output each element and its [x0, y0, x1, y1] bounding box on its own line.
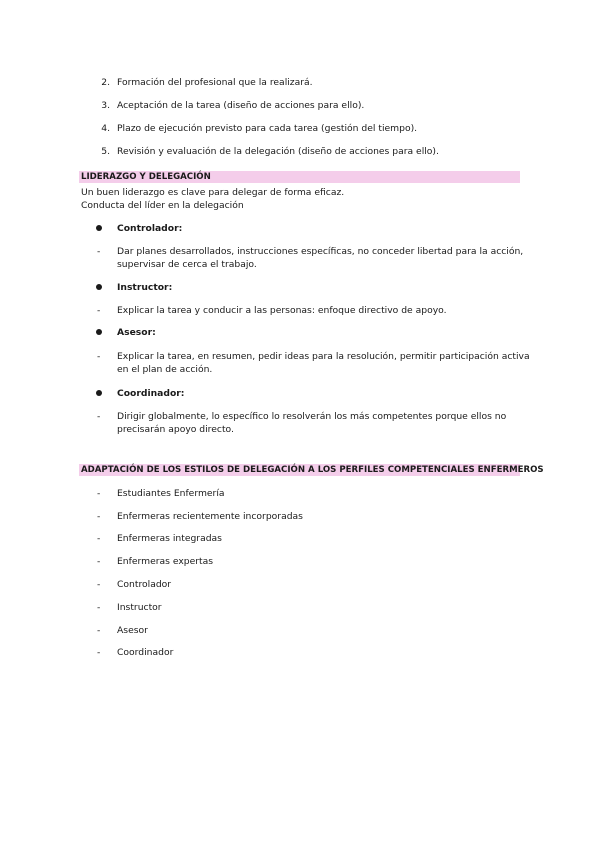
style-title-controlador: Controlador:: [117, 223, 183, 234]
style-description: supervisar de cerca el trabajo.: [117, 259, 257, 270]
dash-marker: -: [97, 411, 101, 422]
bullet-icon: [96, 225, 102, 231]
list-text: Plazo de ejecución previsto para cada tarea (gestión del tiempo).: [117, 123, 418, 134]
dash-marker: -: [97, 488, 101, 499]
list-number: 2.: [101, 77, 110, 88]
dash-marker: -: [97, 351, 101, 362]
style-description: Explicar la tarea, en resumen, pedir ideas para la resolución, permitir participación activa: [117, 351, 530, 362]
intro-text: Conducta del líder en la delegación: [81, 200, 244, 211]
section-heading-adaptacion: ADAPTACIÓN DE LOS ESTILOS DE DELEGACIÓN A LOS PERFILES COMPETENCIALES ENFERMEROS: [81, 465, 544, 475]
dash-marker: -: [97, 647, 101, 658]
list-item: Estudiantes Enfermería: [117, 488, 225, 499]
bullet-icon: [96, 284, 102, 290]
style-description: Dirigir globalmente, lo específico lo resolverán los más competentes porque ellos no: [117, 411, 507, 422]
list-text: Revisión y evaluación de la delegación (diseño de acciones para ello).: [117, 146, 439, 157]
section-heading-liderazgo: LIDERAZGO Y DELEGACIÓN: [81, 172, 211, 182]
list-item: Enfermeras recientemente incorporadas: [117, 511, 303, 522]
dash-marker: -: [97, 625, 101, 636]
list-item: Asesor: [117, 625, 148, 636]
list-text: Aceptación de la tarea (diseño de acciones para ello).: [117, 100, 365, 111]
bullet-icon: [96, 390, 102, 396]
list-item: Enfermeras integradas: [117, 533, 222, 544]
dash-marker: -: [97, 556, 101, 567]
dash-marker: -: [97, 602, 101, 613]
style-description: precisarán apoyo directo.: [117, 424, 234, 435]
list-number: 3.: [101, 100, 110, 111]
list-item: Instructor: [117, 602, 162, 613]
style-title-asesor: Asesor:: [117, 327, 156, 338]
list-item: Controlador: [117, 579, 172, 590]
style-description: Dar planes desarrollados, instrucciones específicas, no conceder libertad para la acción,: [117, 246, 524, 257]
list-number: 4.: [101, 123, 110, 134]
style-title-coordinador: Coordinador:: [117, 388, 185, 399]
bullet-icon: [96, 329, 102, 335]
dash-marker: -: [97, 511, 101, 522]
dash-marker: -: [97, 305, 101, 316]
list-text: Formación del profesional que la realizará.: [117, 77, 313, 88]
style-description: en el plan de acción.: [117, 364, 213, 375]
style-title-instructor: Instructor:: [117, 282, 173, 293]
list-item: Coordinador: [117, 647, 174, 658]
dash-marker: -: [97, 533, 101, 544]
list-item: Enfermeras expertas: [117, 556, 214, 567]
dash-marker: -: [97, 246, 101, 257]
intro-text: Un buen liderazgo es clave para delegar de forma eficaz.: [81, 187, 345, 198]
style-description: Explicar la tarea y conducir a las personas: enfoque directivo de apoyo.: [117, 305, 447, 316]
dash-marker: -: [97, 579, 101, 590]
list-number: 5.: [101, 146, 110, 157]
